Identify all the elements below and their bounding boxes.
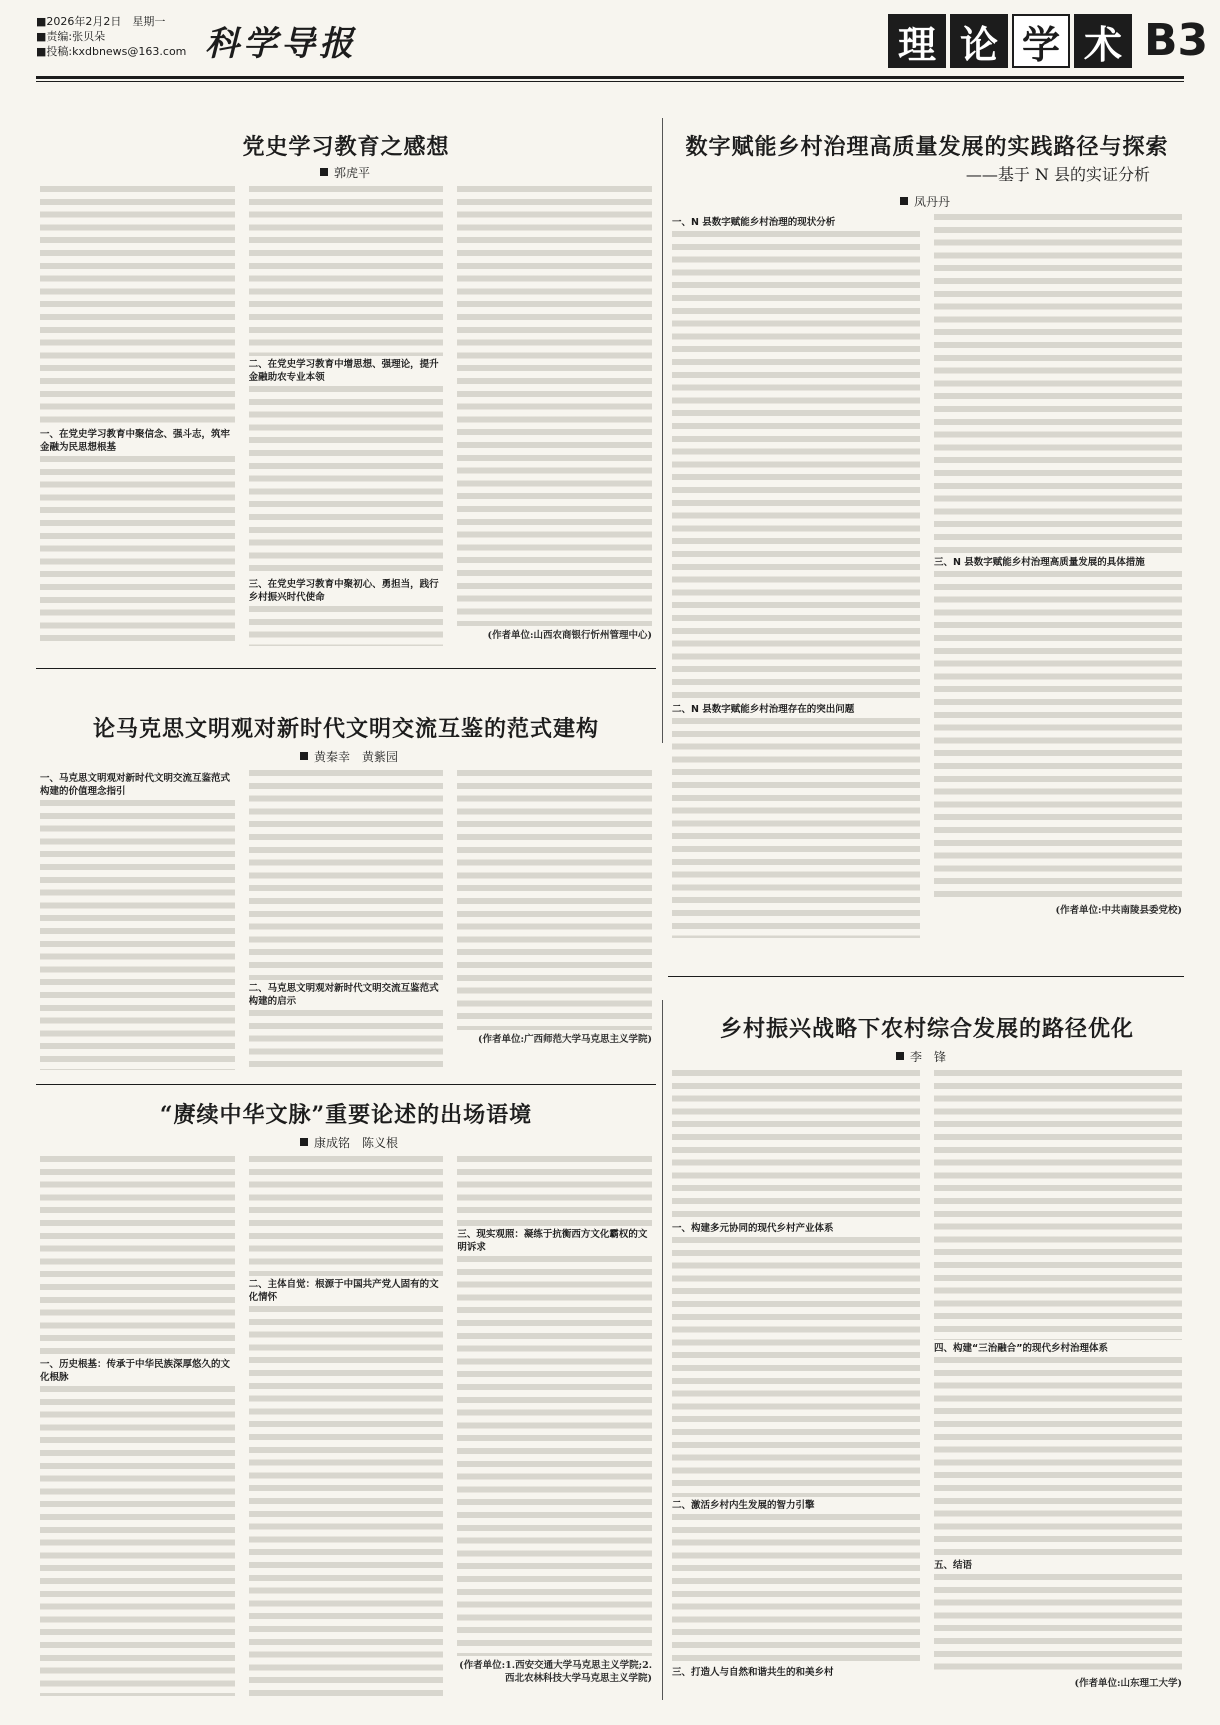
article-byline xyxy=(300,748,398,765)
article-byline xyxy=(300,1134,398,1151)
section-banner xyxy=(888,14,1208,68)
article-title: “赓续中华文脉”重要论述的出场语境 xyxy=(159,1102,533,1128)
section-heading: 一、历史根基：传承于中华民族深厚悠久的文化根脉 xyxy=(40,1359,231,1383)
author-affiliation: (作者单位:1.西安交通大学马克思主义学院;2.西北农林科技大学马克思主义学院) xyxy=(459,1660,653,1684)
section-char: 术 xyxy=(1074,14,1132,68)
byline-square-icon xyxy=(900,197,908,205)
article-body xyxy=(672,1070,1182,1710)
section-heading: 二、马克思文明观对新时代文明交流互鉴范式构建的启示 xyxy=(248,983,439,1007)
author: 康成铭 陈义根 xyxy=(314,1136,399,1150)
masthead-rule-thin xyxy=(36,81,1184,82)
issue-date: ■2026年2月2日 星期一 xyxy=(36,15,166,28)
article-title: 党史学习教育之感想 xyxy=(242,134,450,160)
byline-square-icon xyxy=(300,1138,308,1146)
article-title: 数字赋能乡村治理高质量发展的实践路径与探索 xyxy=(685,134,1169,160)
editor-line: ■责编:张贝朵 xyxy=(36,30,106,43)
article-byline xyxy=(320,164,370,181)
article-separator xyxy=(668,976,1184,977)
masthead-meta xyxy=(36,14,186,59)
section-heading: 三、打造人与自然和谐共生的和美乡村 xyxy=(672,1667,834,1678)
section-char: 学 xyxy=(1012,14,1070,68)
section-char: 理 xyxy=(888,14,946,68)
byline-square-icon xyxy=(896,1052,904,1060)
author-affiliation: (作者单位:山西农商银行忻州管理中心) xyxy=(487,630,653,641)
section-heading: 二、在党史学习教育中增思想、强理论，提升金融助农专业本领 xyxy=(248,359,439,383)
section-heading: 三、在党史学习教育中聚初心、勇担当，践行乡村振兴时代使命 xyxy=(248,579,439,603)
section-heading: 一、马克思文明观对新时代文明交流互鉴范式构建的价值理念指引 xyxy=(40,773,231,797)
article-separator xyxy=(36,1084,656,1085)
author: 凤丹丹 xyxy=(914,195,951,209)
author-affiliation: (作者单位:中共南陵县委党校) xyxy=(1055,905,1182,916)
article-byline xyxy=(896,1048,946,1065)
article-body xyxy=(672,214,1182,964)
article-separator xyxy=(36,668,656,669)
author: 黄秦幸 黄紫园 xyxy=(314,750,399,764)
author-affiliation: (作者单位:山东理工大学) xyxy=(1074,1678,1182,1689)
page-number: B3 xyxy=(1144,15,1209,66)
section-heading: 二、N 县数字赋能乡村治理存在的突出问题 xyxy=(672,704,855,715)
section-heading: 三、N 县数字赋能乡村治理高质量发展的具体措施 xyxy=(934,557,1145,568)
article-byline xyxy=(900,193,950,210)
section-heading: 二、激活乡村内生发展的智力引擎 xyxy=(672,1500,815,1511)
section-heading: 一、N 县数字赋能乡村治理的现状分析 xyxy=(672,217,836,228)
section-heading: 二、主体自觉：根源于中国共产党人固有的文化情怀 xyxy=(248,1279,439,1303)
author: 郭虎平 xyxy=(334,166,371,180)
email-line: ■投稿:kxdbnews@163.com xyxy=(36,45,187,58)
article-body xyxy=(40,1156,652,1711)
author-affiliation: (作者单位:广西师范大学马克思主义学院) xyxy=(478,1034,653,1045)
article-body xyxy=(40,186,652,656)
section-heading: 一、在党史学习教育中聚信念、强斗志，筑牢金融为民思想根基 xyxy=(40,429,231,453)
article-title: 论马克思文明观对新时代文明交流互鉴的范式建构 xyxy=(92,716,599,742)
byline-square-icon xyxy=(320,168,328,176)
article-body xyxy=(40,770,652,1070)
section-char: 论 xyxy=(950,14,1008,68)
column-divider xyxy=(662,118,663,743)
byline-square-icon xyxy=(300,752,308,760)
section-heading: 四、构建“三治融合”的现代乡村治理体系 xyxy=(934,1343,1108,1354)
column-divider xyxy=(662,1000,663,1700)
masthead-rule xyxy=(36,76,1184,79)
section-heading: 五、结语 xyxy=(934,1560,973,1571)
section-heading: 三、现实观照：凝练于抗衡西方文化霸权的文明诉求 xyxy=(457,1229,648,1253)
section-heading: 一、构建多元协同的现代乡村产业体系 xyxy=(672,1223,834,1234)
article-title: 乡村振兴战略下农村综合发展的路径优化 xyxy=(719,1016,1134,1042)
newspaper-brand: 科学导报 xyxy=(205,24,357,64)
author: 李 锋 xyxy=(910,1050,947,1064)
article-subtitle: ——基于 N 县的实证分析 xyxy=(965,165,1150,184)
